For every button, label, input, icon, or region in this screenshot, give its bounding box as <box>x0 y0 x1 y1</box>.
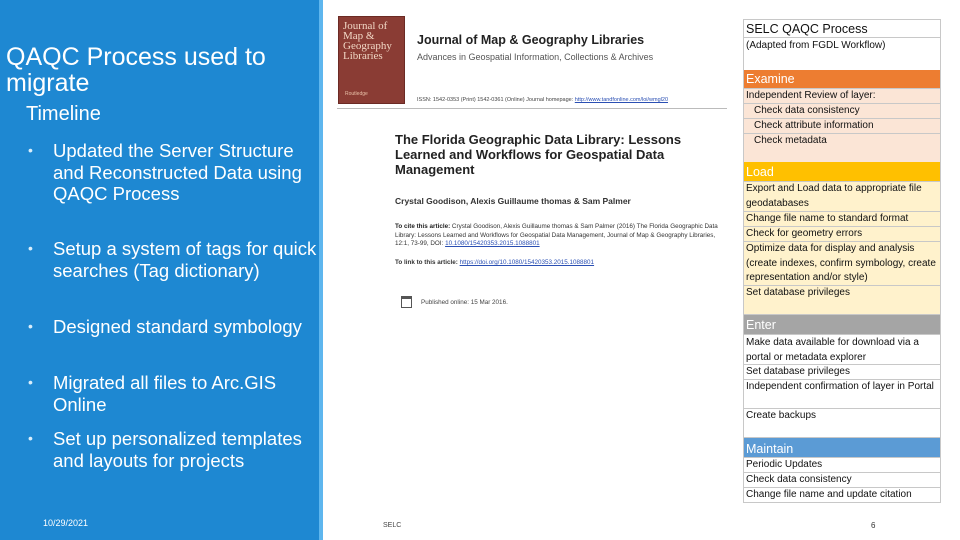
journal-cover <box>338 16 405 104</box>
enter-item: Set database privileges <box>743 365 941 380</box>
footer-date: 10/29/2021 <box>43 518 89 528</box>
journal-homepage-link[interactable]: http://www.tandfonline.com/loi/wmgl20 <box>574 97 669 103</box>
load-item: Change file name to standard format <box>743 212 941 227</box>
bullet-item <box>28 238 318 281</box>
examine-item: Check data consistency <box>743 104 941 119</box>
bullet-text: Designed standard symbology <box>53 316 302 337</box>
article-title: The Florida Geographic Data Library: Lessons Learned and Workflows for Geospatial Data Management <box>395 132 682 177</box>
bullet-text: Migrated all files to Arc.GIS Online <box>53 372 277 415</box>
enter-header: Enter <box>743 315 941 335</box>
cite-label: To cite this article: <box>395 223 451 230</box>
maintain-item: Change file name and update citation <box>743 488 941 503</box>
citation <box>395 223 725 249</box>
enter-item: Independent confirmation of layer in Portal <box>743 380 941 409</box>
examine-item: Check attribute information <box>743 119 941 134</box>
journal-article-image <box>335 14 727 314</box>
examine-item: Check metadata <box>743 134 941 163</box>
link-label: To link to this article: <box>395 259 458 266</box>
cover-title: Journal of Map & Geography Libraries <box>343 20 392 62</box>
bullet-item <box>28 372 318 415</box>
bullet-item <box>28 140 318 205</box>
load-item: Check for geometry errors <box>743 227 941 242</box>
maintain-item: Check data consistency <box>743 473 941 488</box>
examine-header: Examine <box>743 70 941 89</box>
load-item: Set database privileges <box>743 286 941 315</box>
bullet-dot: • <box>28 374 33 390</box>
journal-subtitle: Advances in Geospatial Information, Collections & Archives <box>417 52 654 62</box>
table-title: SELC QAQC Process <box>743 19 941 38</box>
article-link[interactable]: https://doi.org/10.1080/15420353.2015.1088801 <box>459 259 595 266</box>
doi-link[interactable]: 10.1080/15420353.2015.1088801 <box>445 240 540 247</box>
table-subtitle: (Adapted from FGDL Workflow) <box>743 38 941 71</box>
maintain-item: Periodic Updates <box>743 458 941 473</box>
published-date: Published online: 15 Mar 2016. <box>421 299 508 306</box>
bullet-dot: • <box>28 430 33 446</box>
journal-title: Journal of Map & Geography Libraries <box>417 33 645 47</box>
cover-publisher: Routledge <box>345 91 368 97</box>
bullet-dot: • <box>28 240 33 256</box>
enter-item: Create backups <box>743 409 941 438</box>
bullet-dot: • <box>28 318 33 334</box>
bullet-text: Updated the Server Structure and Reconstructed Data using QAQC Process <box>53 140 302 204</box>
bullet-text: Setup a system of tags for quick searches (Tag dictionary) <box>53 238 317 281</box>
load-item: Optimize data for display and analysis (create indexes, confirm symbology, create representation and/or style) <box>743 242 941 286</box>
load-header: Load <box>743 162 941 182</box>
load-item: Export and Load data to appropriate file geodatabases <box>743 182 941 212</box>
enter-item: Make data available for download via a portal or metadata explorer <box>743 335 941 365</box>
issn-text: ISSN: 1542-0353 (Print) 1542-0361 (Online) Journal homepage: <box>417 97 574 103</box>
cite-text: Crystal Goodison, Alexis Guillaume thomas & Sam Palmer (2016) The Florida Geographic Data Library: Lessons Learned and Workflows for Geospatial Data Management, Journal of Map & Geography Libraries, 12:1, 73-99, DOI: <box>395 223 718 247</box>
slide-subtitle: Timeline <box>26 103 101 125</box>
article-authors: Crystal Goodison, Alexis Guillaume thomas & Sam Palmer <box>395 196 631 206</box>
bullet-dot: • <box>28 142 33 158</box>
examine-item: Independent Review of layer: <box>743 89 941 104</box>
maintain-header: Maintain <box>743 438 941 458</box>
article-link-line <box>395 259 594 266</box>
bullet-text: Set up personalized templates and layouts for projects <box>53 428 302 471</box>
bullet-item <box>28 428 318 471</box>
page-number: 6 <box>871 521 876 530</box>
calendar-icon <box>401 296 412 308</box>
slide-title: QAQC Process used to migrate <box>6 43 266 97</box>
issn-line <box>417 97 668 103</box>
bullet-item <box>28 316 318 338</box>
footer-center: SELC <box>383 522 402 529</box>
left-panel <box>0 0 323 540</box>
divider <box>337 108 727 109</box>
